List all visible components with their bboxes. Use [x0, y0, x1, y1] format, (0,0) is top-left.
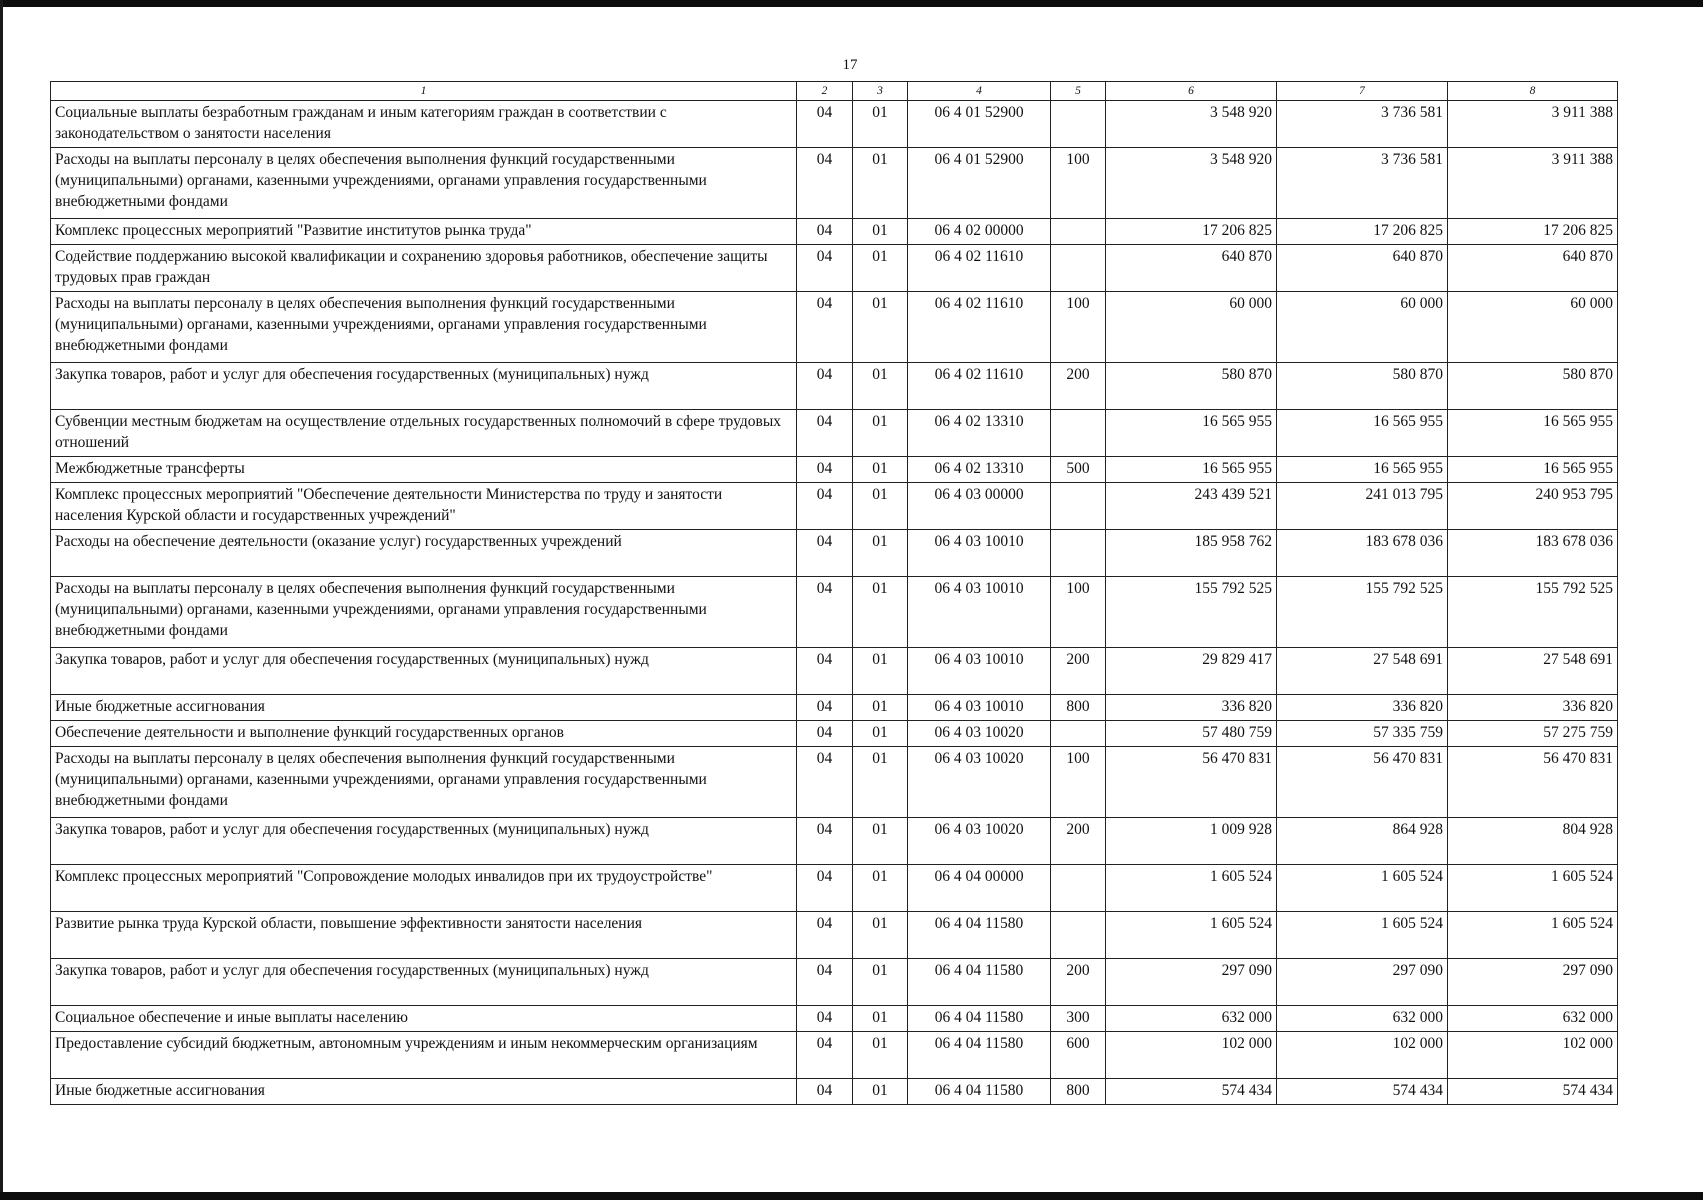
section-code: 04	[797, 747, 853, 818]
amount-col-8: 17 206 825	[1448, 219, 1618, 245]
row-description: Закупка товаров, работ и услуг для обеспечения государственных (муниципальных) нужд	[51, 648, 797, 695]
column-header: 4	[908, 82, 1051, 101]
amount-col-8: 56 470 831	[1448, 747, 1618, 818]
row-description: Закупка товаров, работ и услуг для обеспечения государственных (муниципальных) нужд	[51, 818, 797, 865]
section-code: 04	[797, 410, 853, 457]
amount-col-8: 1 605 524	[1448, 865, 1618, 912]
page-number: 17	[842, 57, 858, 73]
target-article-code: 06 4 02 00000	[908, 219, 1051, 245]
amount-col-8: 27 548 691	[1448, 648, 1618, 695]
subsection-code: 01	[853, 101, 908, 148]
section-code: 04	[797, 721, 853, 747]
target-article-code: 06 4 03 10010	[908, 530, 1051, 577]
amount-col-8: 640 870	[1448, 245, 1618, 292]
section-code: 04	[797, 1006, 853, 1032]
target-article-code: 06 4 03 10010	[908, 577, 1051, 648]
subsection-code: 01	[853, 1079, 908, 1105]
amount-col-8: 336 820	[1448, 695, 1618, 721]
section-code: 04	[797, 865, 853, 912]
target-article-code: 06 4 02 11610	[908, 245, 1051, 292]
amount-col-8: 297 090	[1448, 959, 1618, 1006]
amount-col-6: 16 565 955	[1106, 410, 1277, 457]
amount-col-7: 3 736 581	[1277, 148, 1448, 219]
table-row	[51, 648, 1618, 695]
row-description: Развитие рынка труда Курской области, повышение эффективности занятости населения	[51, 912, 797, 959]
target-article-code: 06 4 04 11580	[908, 1032, 1051, 1079]
amount-col-6: 16 565 955	[1106, 457, 1277, 483]
scan-border-top	[0, 0, 1703, 7]
amount-col-6: 1 009 928	[1106, 818, 1277, 865]
amount-col-8: 183 678 036	[1448, 530, 1618, 577]
amount-col-8: 102 000	[1448, 1032, 1618, 1079]
table-row	[51, 912, 1618, 959]
amount-col-6: 102 000	[1106, 1032, 1277, 1079]
amount-col-7: 632 000	[1277, 1006, 1448, 1032]
amount-col-6: 1 605 524	[1106, 865, 1277, 912]
subsection-code: 01	[853, 1032, 908, 1079]
section-code: 04	[797, 577, 853, 648]
row-description: Расходы на обеспечение деятельности (оказание услуг) государственных учреждений	[51, 530, 797, 577]
table-row	[51, 1079, 1618, 1105]
expense-type-code: 800	[1051, 1079, 1106, 1105]
amount-col-8: 804 928	[1448, 818, 1618, 865]
amount-col-8: 16 565 955	[1448, 457, 1618, 483]
amount-col-7: 56 470 831	[1277, 747, 1448, 818]
amount-col-6: 1 605 524	[1106, 912, 1277, 959]
row-description: Расходы на выплаты персоналу в целях обеспечения выполнения функций государственными (муниципальными) органами, казенными учреждениями, органами управления государственными внебюджетными фондами	[51, 148, 797, 219]
subsection-code: 01	[853, 530, 908, 577]
subsection-code: 01	[853, 245, 908, 292]
target-article-code: 06 4 04 11580	[908, 1006, 1051, 1032]
amount-col-7: 336 820	[1277, 695, 1448, 721]
amount-col-8: 580 870	[1448, 363, 1618, 410]
amount-col-6: 3 548 920	[1106, 148, 1277, 219]
section-code: 04	[797, 101, 853, 148]
amount-col-6: 297 090	[1106, 959, 1277, 1006]
amount-col-6: 155 792 525	[1106, 577, 1277, 648]
amount-col-8: 3 911 388	[1448, 101, 1618, 148]
column-header: 7	[1277, 82, 1448, 101]
amount-col-8: 3 911 388	[1448, 148, 1618, 219]
amount-col-7: 3 736 581	[1277, 101, 1448, 148]
row-description: Закупка товаров, работ и услуг для обеспечения государственных (муниципальных) нужд	[51, 363, 797, 410]
target-article-code: 06 4 03 10010	[908, 648, 1051, 695]
target-article-code: 06 4 03 10020	[908, 818, 1051, 865]
section-code: 04	[797, 1032, 853, 1079]
table-row	[51, 410, 1618, 457]
amount-col-7: 1 605 524	[1277, 865, 1448, 912]
subsection-code: 01	[853, 292, 908, 363]
amount-col-7: 16 565 955	[1277, 410, 1448, 457]
amount-col-7: 574 434	[1277, 1079, 1448, 1105]
expense-type-code: 500	[1051, 457, 1106, 483]
subsection-code: 01	[853, 721, 908, 747]
amount-col-6: 243 439 521	[1106, 483, 1277, 530]
target-article-code: 06 4 04 11580	[908, 959, 1051, 1006]
row-description: Социальные выплаты безработным гражданам и иным категориям граждан в соответствии с законодательством о занятости населения	[51, 101, 797, 148]
subsection-code: 01	[853, 483, 908, 530]
amount-col-7: 60 000	[1277, 292, 1448, 363]
amount-col-6: 632 000	[1106, 1006, 1277, 1032]
amount-col-6: 574 434	[1106, 1079, 1277, 1105]
expense-type-code: 200	[1051, 648, 1106, 695]
section-code: 04	[797, 959, 853, 1006]
amount-col-6: 17 206 825	[1106, 219, 1277, 245]
amount-col-7: 102 000	[1277, 1032, 1448, 1079]
row-description: Предоставление субсидий бюджетным, автономным учреждениям и иным некоммерческим организациям	[51, 1032, 797, 1079]
subsection-code: 01	[853, 577, 908, 648]
table-row	[51, 483, 1618, 530]
row-description: Комплекс процессных мероприятий "Обеспечение деятельности Министерства по труду и занятости населения Курской области и государственных учреждений"	[51, 483, 797, 530]
table-row	[51, 530, 1618, 577]
column-header: 5	[1051, 82, 1106, 101]
amount-col-8: 57 275 759	[1448, 721, 1618, 747]
table-row	[51, 818, 1618, 865]
section-code: 04	[797, 695, 853, 721]
target-article-code: 06 4 03 00000	[908, 483, 1051, 530]
column-number-row	[51, 82, 1618, 101]
subsection-code: 01	[853, 148, 908, 219]
amount-col-7: 1 605 524	[1277, 912, 1448, 959]
amount-col-7: 17 206 825	[1277, 219, 1448, 245]
table-row	[51, 865, 1618, 912]
subsection-code: 01	[853, 818, 908, 865]
expense-type-code: 200	[1051, 818, 1106, 865]
section-code: 04	[797, 818, 853, 865]
target-article-code: 06 4 02 11610	[908, 363, 1051, 410]
amount-col-8: 60 000	[1448, 292, 1618, 363]
table-body	[51, 101, 1618, 1105]
expense-type-code	[1051, 721, 1106, 747]
section-code: 04	[797, 148, 853, 219]
expense-type-code	[1051, 101, 1106, 148]
expense-type-code	[1051, 912, 1106, 959]
target-article-code: 06 4 02 13310	[908, 457, 1051, 483]
target-article-code: 06 4 04 11580	[908, 1079, 1051, 1105]
section-code: 04	[797, 245, 853, 292]
expense-type-code: 100	[1051, 747, 1106, 818]
amount-col-6: 29 829 417	[1106, 648, 1277, 695]
amount-col-7: 864 928	[1277, 818, 1448, 865]
target-article-code: 06 4 01 52900	[908, 101, 1051, 148]
column-header: 2	[797, 82, 853, 101]
expense-type-code	[1051, 483, 1106, 530]
section-code: 04	[797, 648, 853, 695]
target-article-code: 06 4 01 52900	[908, 148, 1051, 219]
amount-col-7: 155 792 525	[1277, 577, 1448, 648]
amount-col-7: 580 870	[1277, 363, 1448, 410]
target-article-code: 06 4 02 11610	[908, 292, 1051, 363]
row-description: Содействие поддержанию высокой квалификации и сохранению здоровья работников, обеспечение защиты трудовых прав граждан	[51, 245, 797, 292]
subsection-code: 01	[853, 912, 908, 959]
subsection-code: 01	[853, 457, 908, 483]
expense-type-code: 100	[1051, 577, 1106, 648]
table-row	[51, 695, 1618, 721]
section-code: 04	[797, 457, 853, 483]
amount-col-6: 57 480 759	[1106, 721, 1277, 747]
table-row	[51, 363, 1618, 410]
row-description: Расходы на выплаты персоналу в целях обеспечения выполнения функций государственными (муниципальными) органами, казенными учреждениями, органами управления государственными внебюджетными фондами	[51, 747, 797, 818]
table-row	[51, 148, 1618, 219]
budget-table	[50, 81, 1618, 1105]
amount-col-8: 240 953 795	[1448, 483, 1618, 530]
amount-col-6: 640 870	[1106, 245, 1277, 292]
column-header: 3	[853, 82, 908, 101]
subsection-code: 01	[853, 959, 908, 1006]
column-header: 1	[51, 82, 797, 101]
section-code: 04	[797, 483, 853, 530]
section-code: 04	[797, 530, 853, 577]
amount-col-7: 640 870	[1277, 245, 1448, 292]
expense-type-code: 800	[1051, 695, 1106, 721]
amount-col-6: 56 470 831	[1106, 747, 1277, 818]
row-description: Обеспечение деятельности и выполнение функций государственных органов	[51, 721, 797, 747]
subsection-code: 01	[853, 865, 908, 912]
scan-border-left	[0, 0, 3, 1200]
amount-col-6: 336 820	[1106, 695, 1277, 721]
table-row	[51, 219, 1618, 245]
table-row	[51, 457, 1618, 483]
table-row	[51, 747, 1618, 818]
row-description: Расходы на выплаты персоналу в целях обеспечения выполнения функций государственными (муниципальными) органами, казенными учреждениями, органами управления государственными внебюджетными фондами	[51, 292, 797, 363]
table-row	[51, 292, 1618, 363]
amount-col-8: 155 792 525	[1448, 577, 1618, 648]
section-code: 04	[797, 219, 853, 245]
subsection-code: 01	[853, 695, 908, 721]
expense-type-code: 100	[1051, 292, 1106, 363]
row-description: Иные бюджетные ассигнования	[51, 1079, 797, 1105]
expense-type-code: 100	[1051, 148, 1106, 219]
section-code: 04	[797, 912, 853, 959]
target-article-code: 06 4 03 10020	[908, 721, 1051, 747]
row-description: Комплекс процессных мероприятий "Развитие институтов рынка труда"	[51, 219, 797, 245]
expense-type-code: 200	[1051, 363, 1106, 410]
expense-type-code	[1051, 219, 1106, 245]
amount-col-7: 183 678 036	[1277, 530, 1448, 577]
target-article-code: 06 4 02 13310	[908, 410, 1051, 457]
subsection-code: 01	[853, 1006, 908, 1032]
section-code: 04	[797, 1079, 853, 1105]
target-article-code: 06 4 04 11580	[908, 912, 1051, 959]
amount-col-6: 3 548 920	[1106, 101, 1277, 148]
row-description: Закупка товаров, работ и услуг для обеспечения государственных (муниципальных) нужд	[51, 959, 797, 1006]
amount-col-8: 1 605 524	[1448, 912, 1618, 959]
table-row	[51, 959, 1618, 1006]
column-header: 8	[1448, 82, 1618, 101]
table-row	[51, 721, 1618, 747]
subsection-code: 01	[853, 410, 908, 457]
scan-border-bottom	[0, 1192, 1703, 1200]
table-row	[51, 1032, 1618, 1079]
subsection-code: 01	[853, 219, 908, 245]
amount-col-7: 241 013 795	[1277, 483, 1448, 530]
amount-col-6: 60 000	[1106, 292, 1277, 363]
table-row	[51, 1006, 1618, 1032]
table-row	[51, 577, 1618, 648]
target-article-code: 06 4 04 00000	[908, 865, 1051, 912]
subsection-code: 01	[853, 747, 908, 818]
amount-col-7: 57 335 759	[1277, 721, 1448, 747]
amount-col-7: 27 548 691	[1277, 648, 1448, 695]
expense-type-code: 300	[1051, 1006, 1106, 1032]
subsection-code: 01	[853, 363, 908, 410]
expense-type-code: 600	[1051, 1032, 1106, 1079]
amount-col-8: 632 000	[1448, 1006, 1618, 1032]
target-article-code: 06 4 03 10010	[908, 695, 1051, 721]
expense-type-code: 200	[1051, 959, 1106, 1006]
expense-type-code	[1051, 530, 1106, 577]
expense-type-code	[1051, 410, 1106, 457]
table-row	[51, 101, 1618, 148]
amount-col-6: 185 958 762	[1106, 530, 1277, 577]
target-article-code: 06 4 03 10020	[908, 747, 1051, 818]
row-description: Иные бюджетные ассигнования	[51, 695, 797, 721]
expense-type-code	[1051, 245, 1106, 292]
table-row	[51, 245, 1618, 292]
row-description: Социальное обеспечение и иные выплаты населению	[51, 1006, 797, 1032]
section-code: 04	[797, 363, 853, 410]
amount-col-7: 16 565 955	[1277, 457, 1448, 483]
section-code: 04	[797, 292, 853, 363]
row-description: Межбюджетные трансферты	[51, 457, 797, 483]
amount-col-7: 297 090	[1277, 959, 1448, 1006]
row-description: Комплекс процессных мероприятий "Сопровождение молодых инвалидов при их трудоустройстве"	[51, 865, 797, 912]
amount-col-6: 580 870	[1106, 363, 1277, 410]
column-header: 6	[1106, 82, 1277, 101]
amount-col-8: 574 434	[1448, 1079, 1618, 1105]
row-description: Субвенции местным бюджетам на осуществление отдельных государственных полномочий в сфере трудовых отношений	[51, 410, 797, 457]
amount-col-8: 16 565 955	[1448, 410, 1618, 457]
expense-type-code	[1051, 865, 1106, 912]
subsection-code: 01	[853, 648, 908, 695]
row-description: Расходы на выплаты персоналу в целях обеспечения выполнения функций государственными (муниципальными) органами, казенными учреждениями, органами управления государственными внебюджетными фондами	[51, 577, 797, 648]
